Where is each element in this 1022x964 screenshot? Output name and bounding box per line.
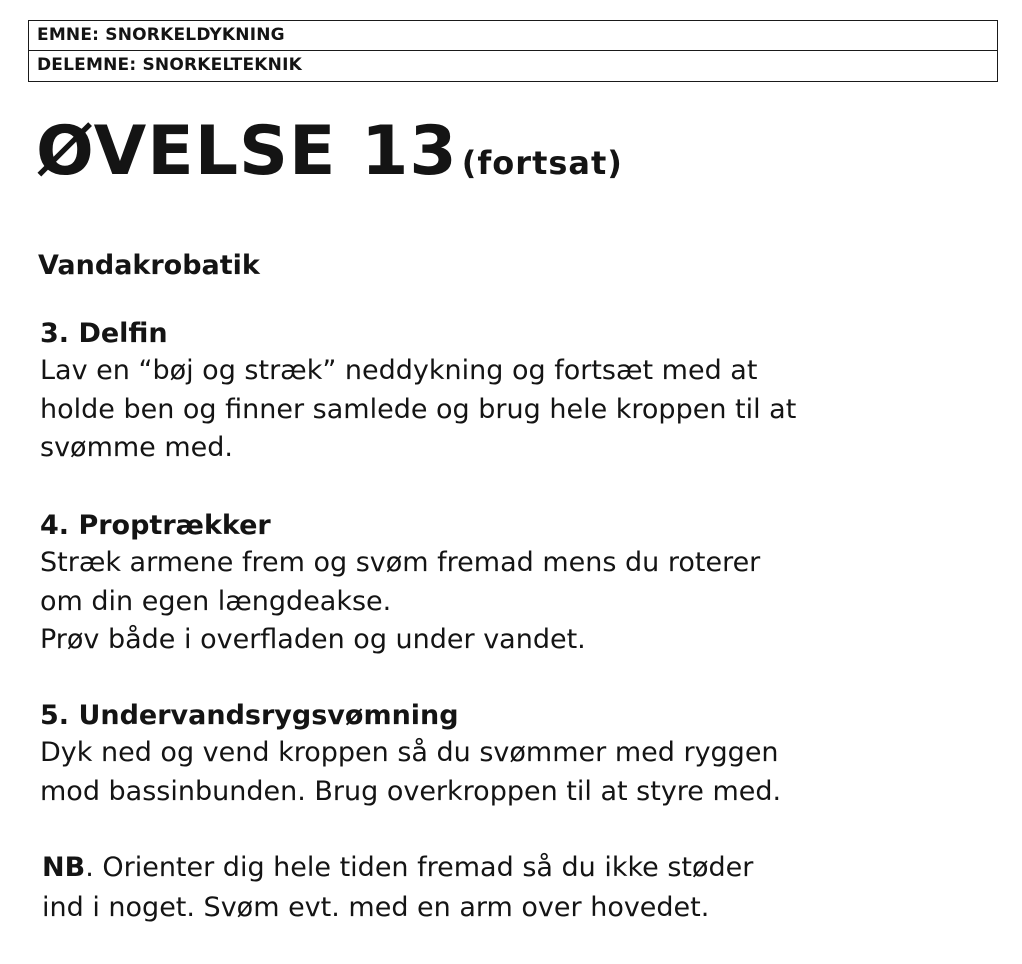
- note-label: NB: [42, 852, 86, 883]
- exercise-text-line: mod bassinbunden. Brug overkroppen til at styre med.: [40, 775, 782, 807]
- note-line-2: ind i noget. Svøm evt. med en arm over hovedet.: [42, 892, 710, 923]
- subject-label: EMNE: SNORKELDYKNING: [29, 21, 997, 51]
- exercise-text-line: Stræk armene frem og svøm fremad mens du roterer: [40, 547, 761, 578]
- exercise-text-line: Dyk ned og vend kroppen så du svømmer med ryggen: [40, 737, 779, 768]
- section-title: Vandakrobatik: [38, 250, 260, 281]
- exercise-text-line: svømme med.: [40, 432, 233, 463]
- exercise-heading: 4. Proptrækker: [40, 510, 271, 541]
- exercise-text-line: Lav en “bøj og stræk” neddykning og fortsæt med at: [40, 355, 758, 386]
- exercise-item-undervandsrygsvomning: [40, 698, 1000, 811]
- exercise-heading: 5. Undervandsrygsvømning: [40, 700, 459, 731]
- exercise-item-proptraekker: [40, 508, 1000, 660]
- exercise-text-line: om din egen længdeakse.: [40, 585, 392, 617]
- note-line-1: [42, 848, 1002, 888]
- page-title: [36, 112, 623, 191]
- exercise-item-delfin: [40, 316, 1000, 468]
- exercise-heading: 3. Delfin: [40, 318, 168, 349]
- note-block: [42, 848, 1002, 928]
- exercise-text-line: Prøv både i overfladen og under vandet.: [40, 624, 586, 655]
- header-box: [28, 20, 998, 82]
- subtopic-label: DELEMNE: SNORKELTEKNIK: [37, 55, 302, 75]
- exercise-text-line: holde ben og finner samlede og brug hele kroppen til at: [40, 393, 797, 425]
- title-main: ØVELSE 13: [36, 112, 458, 191]
- title-sub: (fortsat): [461, 144, 623, 182]
- note-text-1: . Orienter dig hele tiden fremad så du ikke støder: [85, 852, 754, 883]
